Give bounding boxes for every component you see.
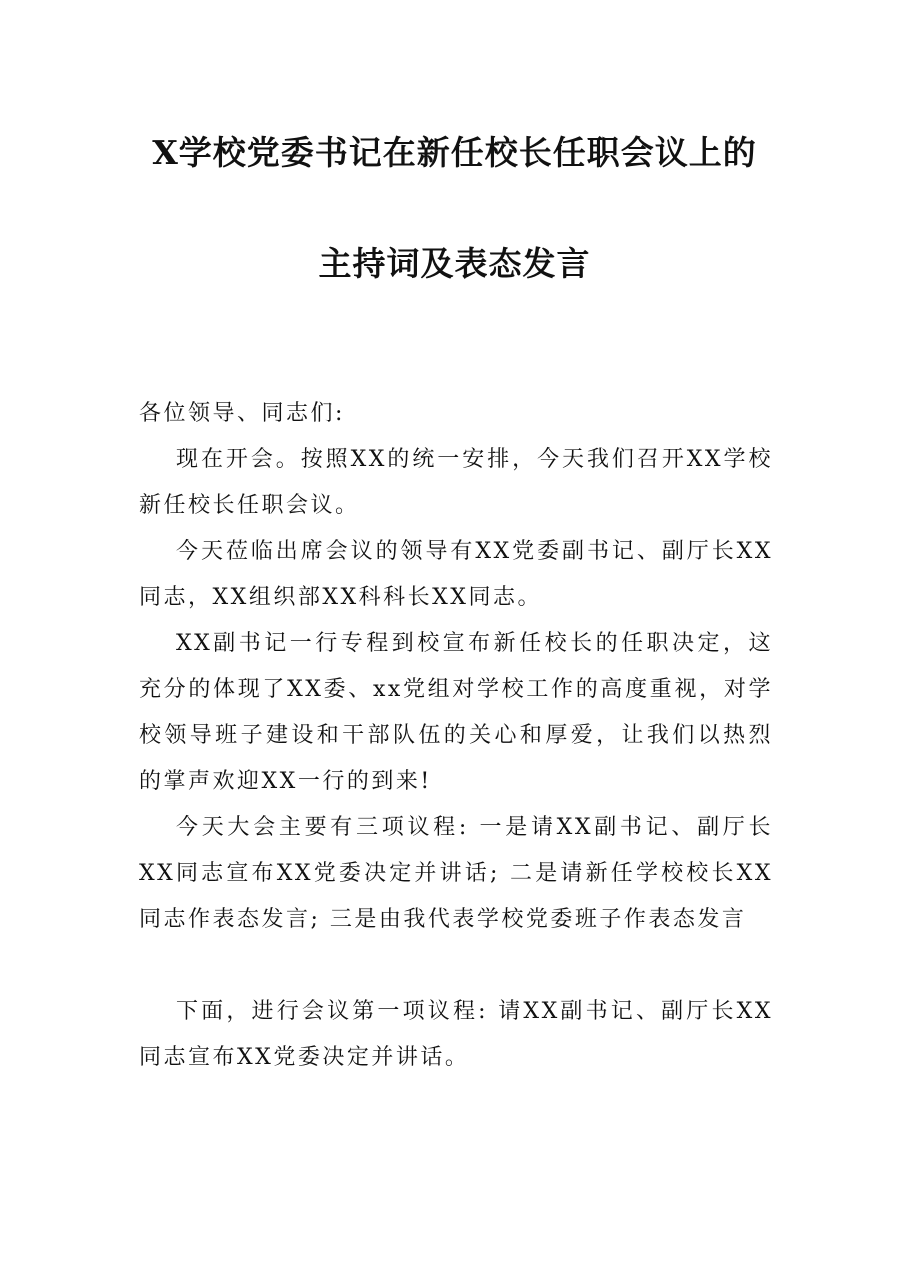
paragraph-first-item: 下面，进行会议第一项议程: 请XX副书记、副厅长XX同志宣布XX党委决定并讲话。	[139, 999, 773, 1070]
salutation: 各位领导、同志们:	[139, 401, 345, 426]
document-body	[139, 391, 773, 1081]
document-title	[0, 133, 909, 283]
title-line-2: 主持词及表态发言	[318, 244, 591, 283]
title-line-1: X学校党委书记在新任校长任职会议上的	[152, 133, 757, 172]
paragraph-attending-leaders: 今天莅临出席会议的领导有XX党委副书记、副厅长XX同志，XX组织部XX科科长XX同志。	[139, 539, 773, 610]
paragraph-opening: 现在开会。按照XX的统一安排，今天我们召开XX学校新任校长任职会议。	[139, 447, 773, 518]
paragraph-agenda: 今天大会主要有三项议程: 一是请XX副书记、副厅长XX同志宣布XX党委决定并讲话; 二是请新任学校校长XX同志作表态发言; 三是由我代表学校党委班子作表态发言	[139, 815, 773, 932]
paragraph-welcome: XX副书记一行专程到校宣布新任校长的任职决定，这充分的体现了XX委、xx党组对学校工作的高度重视，对学校领导班子建设和干部队伍的关心和厚爱，让我们以热烈的掌声欢迎XX一行的到来!	[139, 631, 773, 794]
